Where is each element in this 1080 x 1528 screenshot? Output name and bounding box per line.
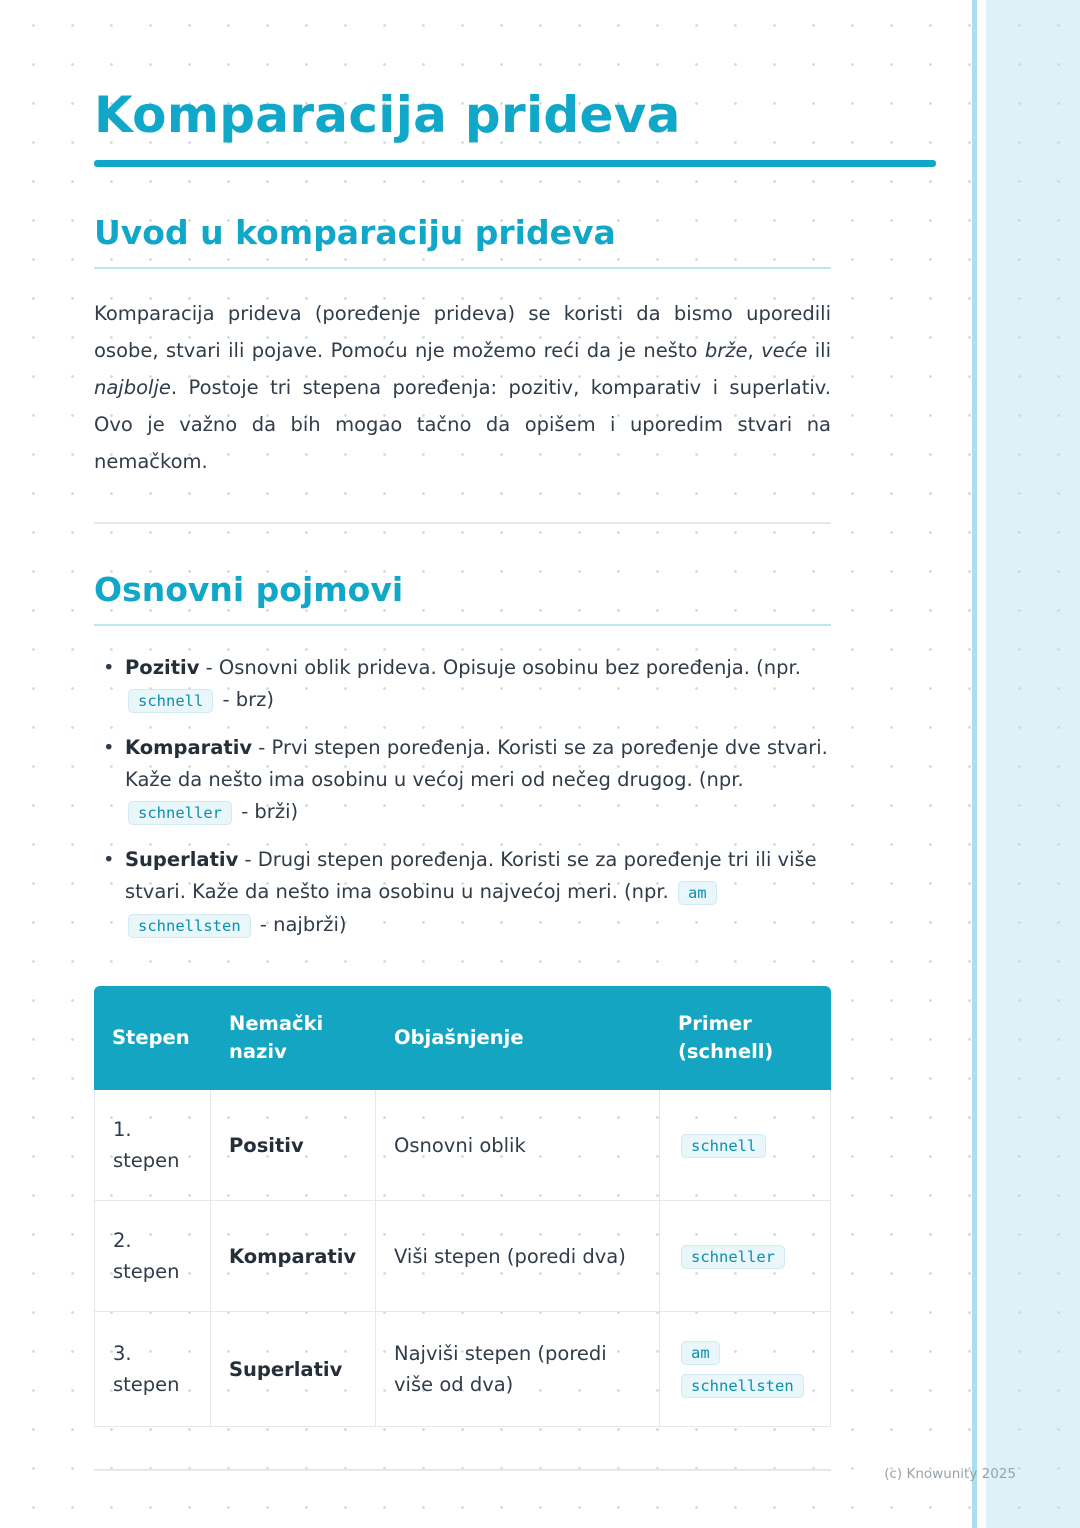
code-chip: schneller [128,801,232,825]
table-row [94,1201,831,1312]
cell-naziv [211,1201,376,1312]
cell-primer [660,1201,831,1312]
section-divider [94,522,831,524]
italic-text: najbolje [94,376,171,399]
text-run: , [747,339,762,362]
italic-text: brže [704,339,748,362]
table-header-cell: Objašnjenje [376,986,660,1090]
side-stripe [986,0,1080,1528]
text-run: - Osnovni oblik prideva. Opisuje osobinu bez poređenja. (npr. [199,656,801,679]
section-heading-concepts: Osnovni pojmovi [94,570,831,626]
code-chip: am schnellsten [681,1341,804,1398]
table-header-row [94,986,831,1090]
text-run: - brži) [235,800,299,823]
code-chip: schneller [681,1245,785,1269]
table-header-cell: Primer (schnell) [660,986,831,1090]
concept-item [94,844,831,942]
bold-term: Komparativ [229,1244,357,1268]
text-run: - Prvi stepen poređenja. Koristi se za poređenje dve stvari. Kaže da nešto ima osobinu u većoj meri od nečeg drugog. (npr. [125,736,828,791]
intro-paragraph [94,295,831,480]
bottom-divider [94,1469,831,1471]
bold-term: Superlativ [229,1357,343,1381]
code-chip: schnell [681,1134,766,1158]
cell-naziv [211,1090,376,1201]
table-header-cell: Stepen [94,986,211,1090]
italic-text: veće [761,339,808,362]
notebook-margin-line [972,0,977,1528]
table-row [94,1312,831,1427]
text-run: Komparacija prideva (poređenje prideva) se koristi da bismo uporedili osobe, stvari ili pojave. Pomoću nje možemo reći da je nešto [94,302,831,362]
cell-objasnjenje: Najviši stepen (poredi više od dva) [376,1312,660,1427]
title-underline [94,160,936,167]
section-heading-intro: Uvod u komparaciju prideva [94,213,831,269]
cell-naziv [211,1312,376,1427]
table-row [94,1090,831,1201]
comparison-table [94,986,831,1427]
cell-stepen: 2. stepen [94,1201,211,1312]
cell-objasnjenje: Viši stepen (poredi dva) [376,1201,660,1312]
bold-term: Komparativ [125,736,253,759]
cell-objasnjenje: Osnovni oblik [376,1090,660,1201]
copyright-footer: (c) Knowunity 2025 [884,1466,1016,1482]
concept-item [94,652,831,717]
cell-primer [660,1312,831,1427]
text-run: - brz) [216,688,274,711]
code-chip: schnell [128,689,213,713]
table-header-cell: Nemački naziv [211,986,376,1090]
concepts-list [94,652,831,942]
cell-stepen: 3. stepen [94,1312,211,1427]
cell-primer [660,1090,831,1201]
text-run: . Postoje tri stepena poređenja: pozitiv, komparativ i superlativ. Ovo je važno da bih mogao tačno da opišem i uporedim stvari na nemačkom. [94,376,831,473]
text-run: - Drugi stepen poređenja. Koristi se za poređenje tri ili više stvari. Kaže da nešto ima osobinu u najvećoj meri. (npr. [125,848,817,903]
bold-term: Positiv [229,1133,304,1157]
document-content [94,86,936,1471]
page-title: Komparacija prideva [94,86,681,144]
concept-item [94,732,831,829]
text-run: - najbrži) [253,913,347,936]
code-chip: am schnellsten [128,881,717,938]
cell-stepen: 1. stepen [94,1090,211,1201]
text-run: ili [807,339,831,362]
bold-term: Pozitiv [125,656,200,679]
bold-term: Superlativ [125,848,239,871]
